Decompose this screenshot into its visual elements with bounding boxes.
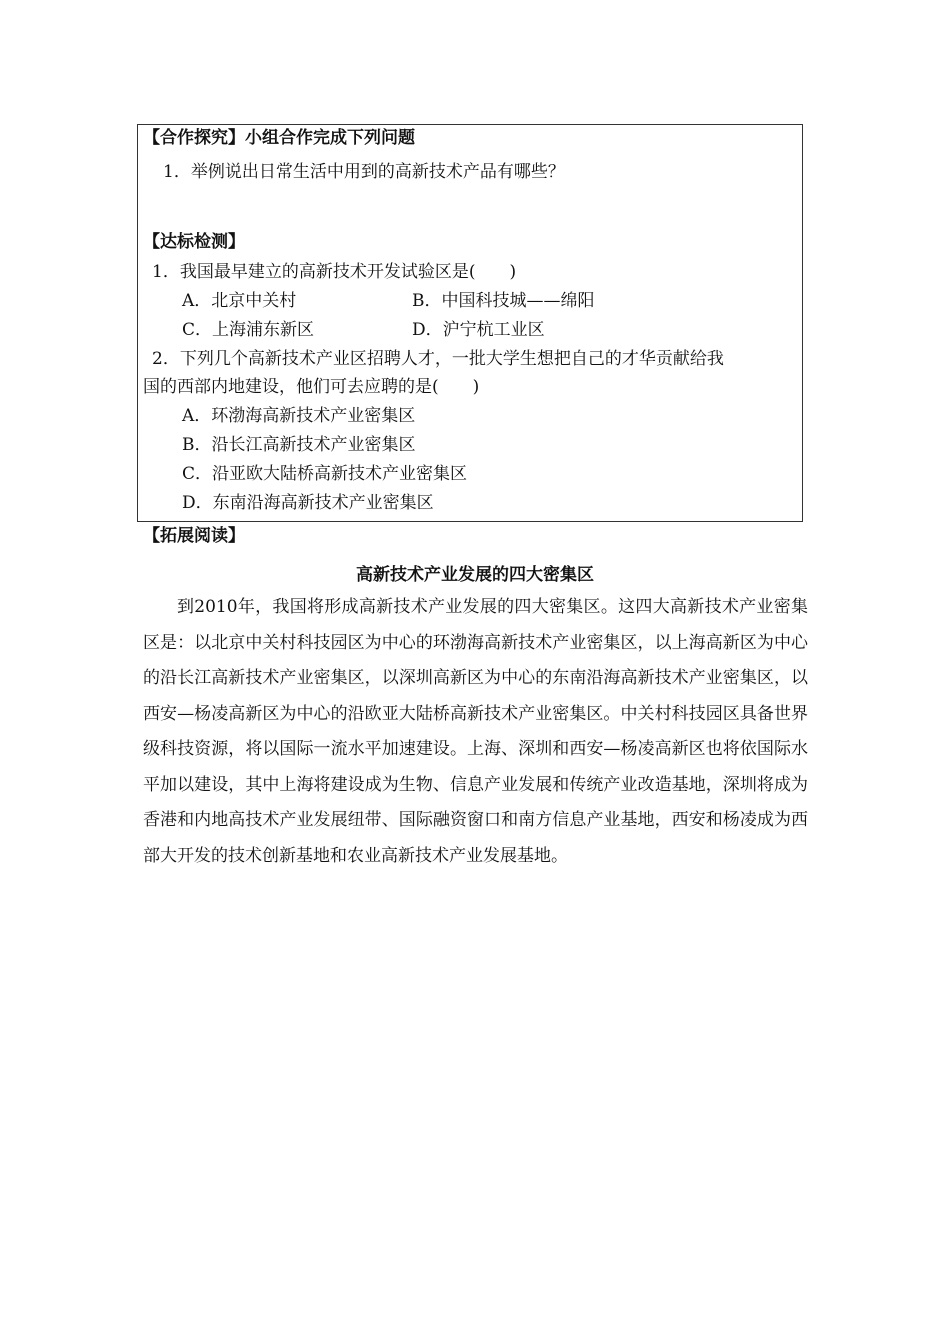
test-question-2-line-2: 国的西部内地建设，他们可去应聘的是( ) (143, 377, 480, 397)
q1-option-a: A．北京中关村 (182, 291, 297, 311)
q1-option-b: B．中国科技城——绵阳 (412, 291, 595, 311)
reading-heading: 【拓展阅读】 (143, 526, 245, 546)
test-question-2-line-1: 2．下列几个高新技术产业区招聘人才，一批大学生想把自己的才华贡献给我 (152, 349, 724, 369)
reading-paragraph: 到2010年，我国将形成高新技术产业发展的四大密集区。这四大高新技术产业密集区是：以北京中关村科技园区为中心的环渤海高新技术产业密集区，以上海高新区为中心的沿长江高新技术产业密集区，以深圳高新区为中心的东南沿海高新技术产业密集区，以西安—杨凌高新区为中心的沿欧亚大陆桥高新技术产业密集区。中关村科技园区具备世界级科技资源，将以国际一流水平加速建设。上海、深圳和西安—杨凌高新区也将依国际水平加以建设，其中上海将建设成为生物、信息产业发展和传统产业改造基地，深圳将成为香港和内地高技术产业发展纽带、国际融资窗口和南方信息产业基地，西安和杨凌成为西部大开发的技术创新基地和农业高新技术产业发展基地。 (143, 597, 808, 866)
test-heading: 【达标检测】 (143, 232, 245, 252)
q2-option-b: B．沿长江高新技术产业密集区 (182, 435, 416, 455)
q1-option-c: C．上海浦东新区 (182, 320, 315, 340)
q2-option-d: D．东南沿海高新技术产业密集区 (182, 493, 434, 513)
test-question-1: 1．我国最早建立的高新技术开发试验区是( ) (152, 262, 517, 282)
cooperation-heading: 【合作探究】小组合作完成下列问题 (143, 128, 415, 148)
q1-option-d: D．沪宁杭工业区 (412, 320, 545, 340)
reading-title: 高新技术产业发展的四大密集区 (356, 565, 594, 585)
q2-option-a: A．环渤海高新技术产业密集区 (182, 406, 416, 426)
coop-question-1: 1．举例说出日常生活中用到的高新技术产品有哪些？ (163, 162, 565, 182)
q2-option-c: C．沿亚欧大陆桥高新技术产业密集区 (182, 464, 468, 484)
